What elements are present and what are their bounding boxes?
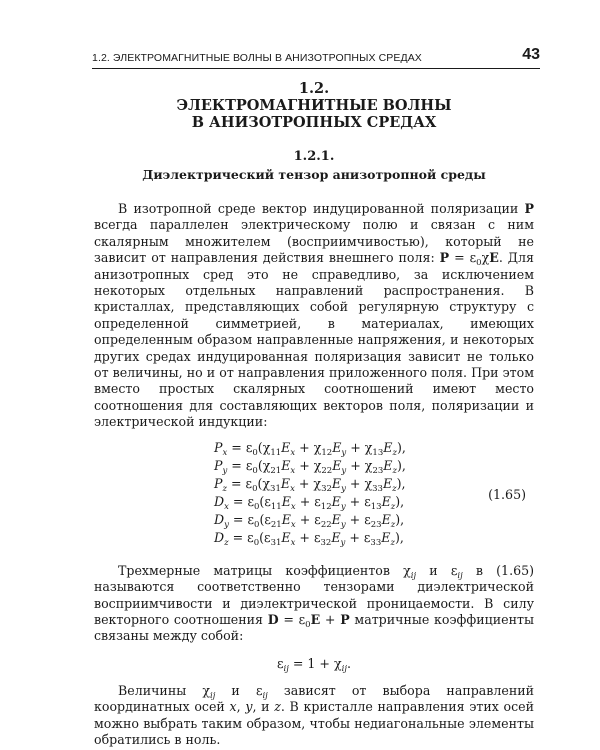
equation-line: $D_z = \varepsilon_0(\varepsilon_{31}E_x + \varepsilon_{32}E_y + \varepsilon_{33}E_z)$, (214, 529, 404, 548)
paragraph-3: Величины $\chi_{ij}$ и $\varepsilon_{ij}$ зависят от выбора направлений координатных осей x, y, и z. В кристалле направления этих осей можно выбрать таким образом, чтобы недиагональные элементы обратились в ноль. (94, 682, 535, 747)
equation-line: $P_x = \varepsilon_0(\chi_{11}E_x + \chi_{12}E_y + \chi_{13}E_z)$, (214, 439, 406, 458)
section-number: 1.2. (298, 80, 330, 97)
relation-equation: $\varepsilon_{ij} = 1 + \chi_{ij}$. (276, 655, 352, 674)
paragraph-2: Трехмерные матрицы коэффициентов $\chi_{ij}$ и $\varepsilon_{ij}$ в (1.65) называются соответственно тензорами диэлектрической восприимчивости и диэлектрической проницаемости. В силу векторного соотношения $D = \varepsilon_0E + P$ матричные коэффициенты связаны между собой: (94, 562, 535, 644)
section-title-line1: ЭЛЕКТРОМАГНИТНЫЕ ВОЛНЫ (176, 97, 452, 114)
paragraph-1: В изотропной среде вектор индуцированной поляризации P всегда параллелен электрическому полю и связан с ним скалярным множителем (восприимчивостью), который не зависит от направления действия внешнего поля: $P = \varepsilon_0\chi E$. Для анизотропных сред это не справедливо, за исключением некоторых отдельных направлений распространения. В кристаллах, представляющих собой регулярную структуру с определенной симметрией, в материалах, имеющих определенным образом направленные напряжения, и некоторых других средах индуцированная поляризация зависит не только от величины, но и от направления приложенного поля. При этом вместо простых скалярных соотношений имеют место соотношения для составляющих векторов поля, поляризации и электрической индукции: (94, 201, 534, 430)
running-header (92, 44, 540, 69)
running-title: 1.2. ЭЛЕКТРОМАГНИТНЫЕ ВОЛНЫ В АНИЗОТРОПНЫХ СРЕДАХ (92, 52, 422, 64)
subsection-number: 1.2.1. (293, 149, 335, 164)
subsection-title: Диэлектрический тензор анизотропной среды (142, 167, 486, 182)
page-content (94, 76, 534, 748)
equation-lines (214, 439, 406, 547)
section-title-line2: В АНИЗОТРОПНЫХ СРЕДАХ (191, 114, 437, 131)
page-number: 43 (522, 46, 540, 63)
equation-line: $P_y = \varepsilon_0(\chi_{21}E_x + \chi_{22}E_y + \chi_{23}E_z)$, (214, 457, 406, 476)
equation-block (94, 439, 534, 557)
equation-number: (1.65) (488, 486, 526, 502)
equation-line: $D_y = \varepsilon_0(\varepsilon_{21}E_x + \varepsilon_{22}E_y + \varepsilon_{23}E_z)$, (214, 511, 405, 530)
equation-line: $P_z = \varepsilon_0(\chi_{31}E_x + \chi_{32}E_y + \chi_{33}E_z)$, (214, 475, 406, 494)
equation-line: $D_x = \varepsilon_0(\varepsilon_{11}E_x + \varepsilon_{12}E_y + \varepsilon_{13}E_z)$, (214, 493, 405, 512)
